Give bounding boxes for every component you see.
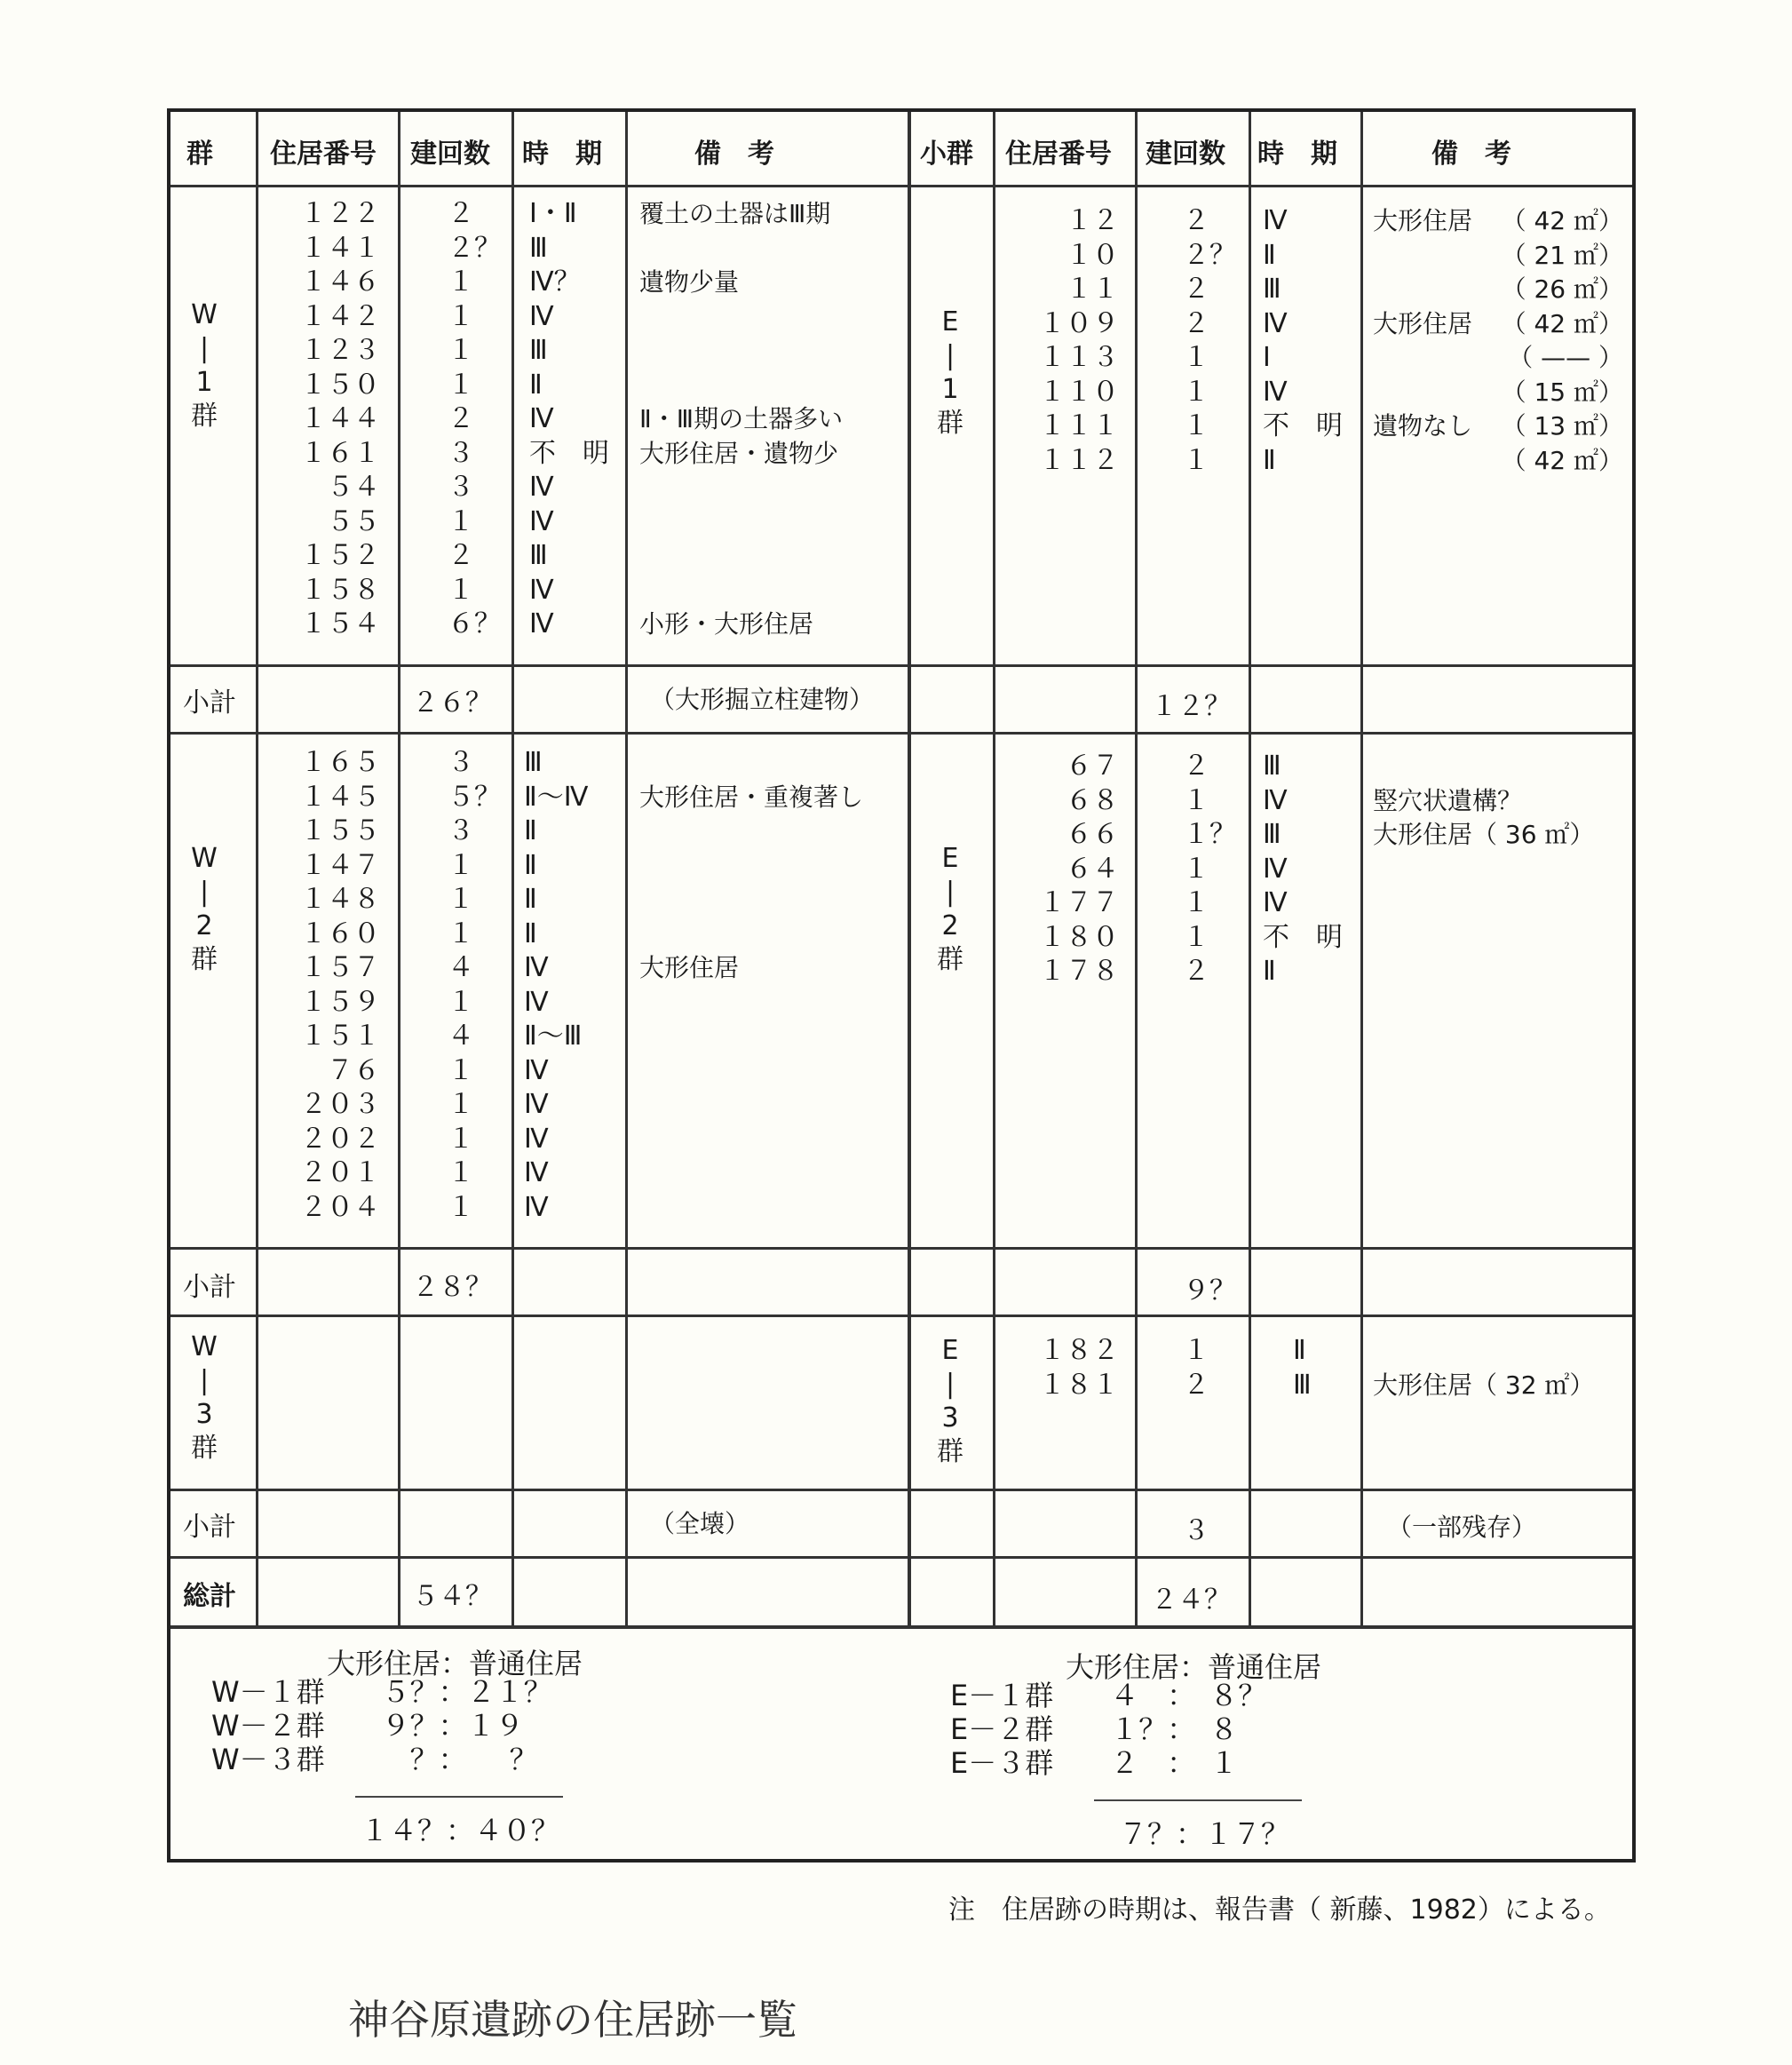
group-label-e1: E | 1 群 xyxy=(937,306,963,439)
header-notes: 備 考 xyxy=(694,139,774,170)
row-divider xyxy=(170,1247,1632,1250)
row-divider xyxy=(170,732,1632,735)
group-label-w1: W | 1 群 xyxy=(191,299,218,432)
summary-left-title: 大形住居：普通住居 xyxy=(327,1647,583,1680)
header-notes-right: 備 考 xyxy=(1431,139,1511,170)
east-total-value: ２４？ xyxy=(1151,1584,1231,1616)
col-divider xyxy=(398,112,400,1626)
col-divider xyxy=(1360,112,1363,1626)
e2-subtotal-value: ９？ xyxy=(1183,1275,1236,1307)
summary-right-rule xyxy=(1094,1799,1302,1801)
summary-right-total: ７？：１７？ xyxy=(1119,1817,1290,1851)
e3-periods: Ⅱ Ⅲ xyxy=(1293,1335,1312,1401)
header-subgroup: 小群 xyxy=(920,139,973,170)
w1-notes: 覆土の土器はⅢ期 遺物少量 Ⅱ・Ⅲ期の土器多い 大形住居・遺物少 小形・大形住居 xyxy=(639,199,844,639)
w1-subtotal-label: 小計 xyxy=(183,687,236,719)
group-label-w2: W | 2 群 xyxy=(191,843,218,975)
e1-notes: 大形住居 大形住居 遺物なし xyxy=(1373,206,1473,441)
header-group: 群 xyxy=(186,139,213,170)
e2-notes: 竪穴状遺構？ 大形住居（ 36 ㎡） xyxy=(1373,785,1595,849)
w1-house-numbers: １２２ １４１ １４６ １４２ １２３ １５０ １４４ １６１ ５４ ５５ １５２ １５８ １５４ xyxy=(300,198,380,639)
w1-subtotal-value: ２６？ xyxy=(412,687,492,719)
e1-house-numbers: １２ １０ １１ １０９ １１３ １１０ １１１ １１２ xyxy=(1039,205,1119,476)
row-divider xyxy=(170,1556,1632,1559)
w2-subtotal-label: 小計 xyxy=(183,1272,236,1303)
w3-subtotal-note: （全壊） xyxy=(650,1509,750,1538)
summary-left-total: １４？：４０？ xyxy=(361,1814,560,1847)
e2-rebuild-counts: ２ １ １？ １ １ １ ２ xyxy=(1183,751,1236,987)
row-divider xyxy=(170,185,1632,187)
col-divider xyxy=(256,112,258,1626)
summary-left-rule xyxy=(355,1796,563,1798)
header-rebuild: 建回数 xyxy=(410,139,490,170)
col-divider xyxy=(625,112,628,1626)
w2-periods: Ⅲ Ⅱ〜Ⅳ Ⅱ Ⅱ Ⅱ Ⅱ Ⅳ Ⅳ Ⅱ〜Ⅲ Ⅳ Ⅳ Ⅳ Ⅳ Ⅳ xyxy=(524,747,589,1223)
w1-periods: Ⅰ・Ⅱ Ⅲ Ⅳ？ Ⅳ Ⅲ Ⅱ Ⅳ 不 明 Ⅳ Ⅳ Ⅲ Ⅳ Ⅳ xyxy=(529,198,609,639)
row-divider xyxy=(170,1489,1632,1491)
e2-periods: Ⅲ Ⅳ Ⅲ Ⅳ Ⅳ 不 明 Ⅱ xyxy=(1263,751,1343,987)
header-period: 時 期 xyxy=(522,139,602,170)
group-label-e3: E | 3 群 xyxy=(937,1335,963,1467)
col-divider xyxy=(993,112,995,1626)
row-divider xyxy=(170,1625,1632,1629)
e3-house-numbers: １８２ １８１ xyxy=(1039,1335,1119,1401)
row-divider xyxy=(170,664,1632,667)
w1-subtotal-note: （大形掘立柱建物） xyxy=(650,685,875,714)
col-divider xyxy=(1135,112,1138,1626)
group-label-e2: E | 2 群 xyxy=(937,843,963,975)
summary-right-title: 大形住居：普通住居 xyxy=(1066,1650,1322,1684)
total-label: 総計 xyxy=(183,1581,236,1612)
col-divider-center xyxy=(908,112,911,1626)
header-house-no: 住居番号 xyxy=(270,139,377,170)
e3-rebuild-counts: １ ２ xyxy=(1183,1335,1209,1401)
w2-subtotal-value: ２８？ xyxy=(412,1272,492,1303)
e1-areas: （ 42 ㎡） （ 21 ㎡） （ 26 ㎡） （ 42 ㎡） （ —— ） （ 15 ㎡） （ 13 ㎡） （ 42 ㎡） xyxy=(1501,206,1623,475)
row-divider xyxy=(170,1314,1632,1317)
e1-periods: Ⅳ Ⅱ Ⅲ Ⅳ Ⅰ Ⅳ 不 明 Ⅱ xyxy=(1263,205,1343,476)
w3-subtotal-label: 小計 xyxy=(183,1512,236,1543)
west-total-value: ５４？ xyxy=(412,1581,492,1612)
house-list-table xyxy=(167,108,1636,1862)
e1-rebuild-counts: ２ ２？ ２ ２ １ １ １ １ xyxy=(1183,205,1236,476)
col-divider xyxy=(1249,112,1251,1626)
e3-notes: 大形住居（ 32 ㎡） xyxy=(1373,1370,1595,1400)
header-rebuild-right: 建回数 xyxy=(1146,139,1225,170)
e1-subtotal-value: １２？ xyxy=(1151,691,1231,722)
header-house-no-right: 住居番号 xyxy=(1005,139,1112,170)
e3-subtotal-value: ３ xyxy=(1183,1515,1209,1546)
header-period-right: 時 期 xyxy=(1257,139,1337,170)
footnote: 注 住居跡の時期は、報告書（ 新藤、1982）による。 xyxy=(948,1894,1611,1926)
w2-house-numbers: １６５ １４５ １５５ １４７ １４８ １６０ １５７ １５９ １５１ ７６ ２０３ ２０２ ２０１ ２０４ xyxy=(300,747,380,1223)
w2-notes: 大形住居・重複著し 大形住居 xyxy=(639,782,864,982)
summary-left-rows: W－１群 ５？：２１？ W－２群 ９？：１９ W－３群 ？： ？ xyxy=(211,1675,552,1776)
w2-rebuild-counts: ３ ５？ ３ １ １ １ ４ １ ４ １ １ １ １ １ xyxy=(448,747,501,1223)
group-label-w3: W | 3 群 xyxy=(191,1331,218,1464)
col-divider xyxy=(511,112,514,1626)
w1-rebuild-counts: ２ ２？ １ １ １ １ ２ ３ ３ １ ２ １ ６？ xyxy=(448,198,501,639)
e3-subtotal-note: （一部残存） xyxy=(1387,1513,1537,1542)
page-caption: 神谷原遺跡の住居跡一覧 xyxy=(348,1996,797,2044)
e2-house-numbers: ６７ ６８ ６６ ６４ １７７ １８０ １７８ xyxy=(1039,751,1119,987)
summary-right-rows: E－１群 ４ ： ８？ E－２群 １？： ８ E－３群 ２ ： １ xyxy=(950,1679,1267,1780)
